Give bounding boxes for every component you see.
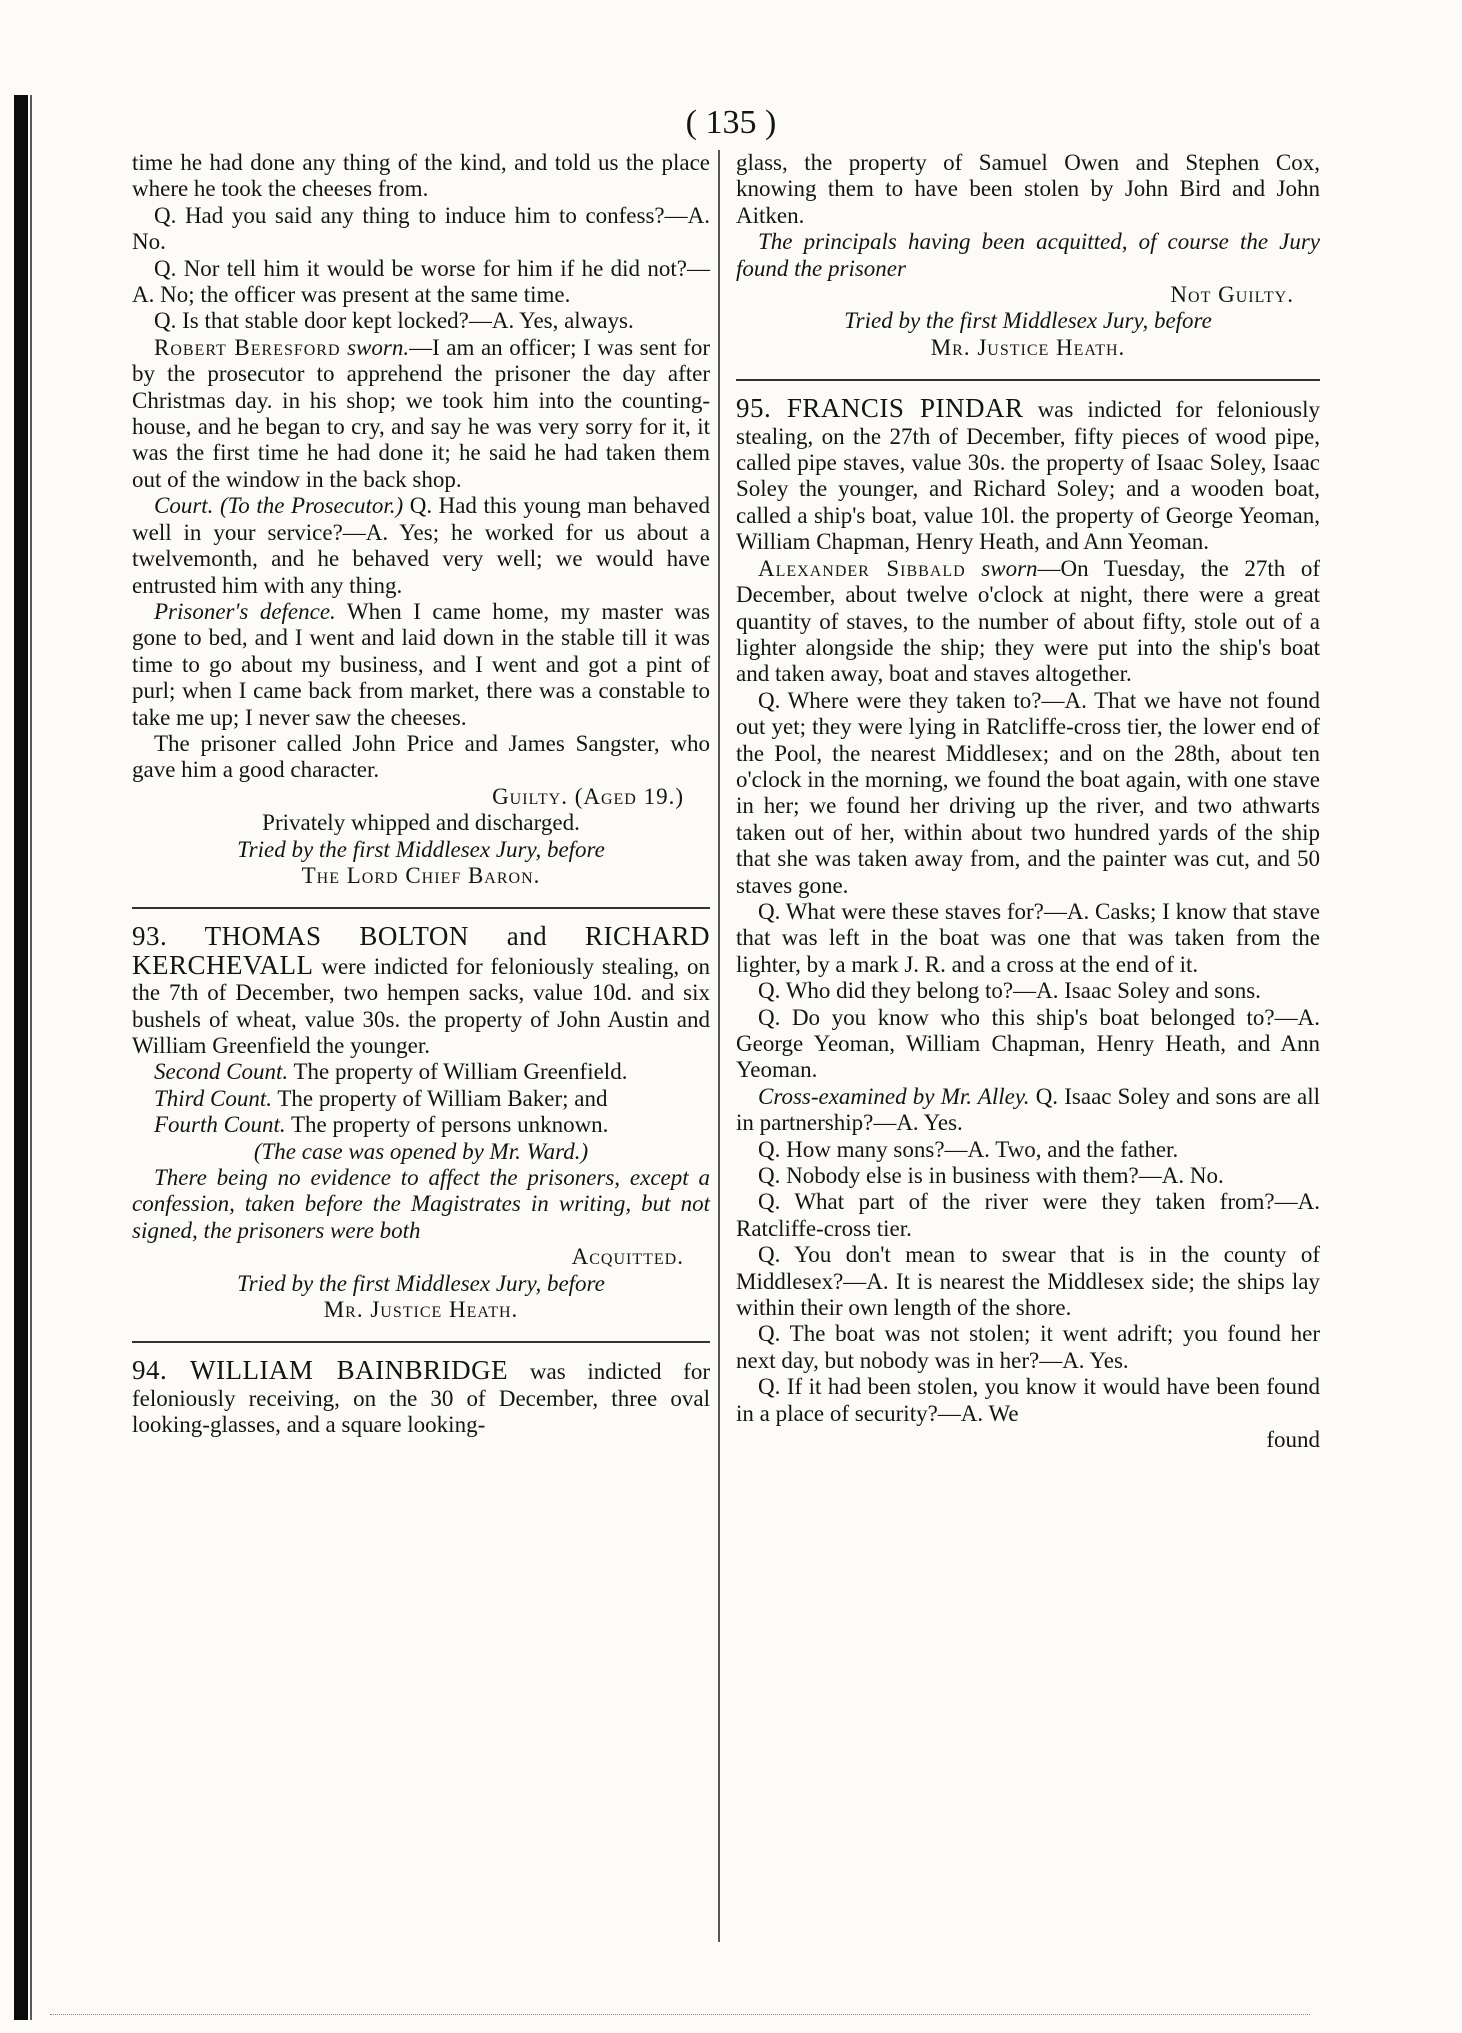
column-rule (718, 150, 720, 1942)
count-label: Third Count. (154, 1085, 273, 1111)
cross-examination (736, 1084, 1320, 1137)
witness-testimony (132, 335, 710, 493)
paragraph: Q. Do you know who this ship's boat belonged to?—A. George Yeoman, William Chapman, Henry Heath, and Ann Yeoman. (736, 1004, 1320, 1083)
judge: Mr. Justice Heath. (930, 334, 1126, 360)
tried-by: Tried by the first Middlesex Jury, before (237, 836, 605, 862)
sentence: Privately whipped and discharged. (262, 810, 580, 836)
page-number: ( 135 ) (685, 104, 777, 141)
court-label: Court. (To the Prosecutor.) (154, 493, 404, 519)
court-question (132, 493, 710, 599)
case-divider (736, 379, 1320, 381)
testimony-text: —On Tuesday, the 27th of December, about twelve o'clock at night, there were a great quantity of staves, to the number of about fifty, stole out of a lighter alongside the ship; they were put into the ship's boat and taken away, boat and staves altogether. (736, 555, 1320, 687)
paragraph: Q. The boat was not stolen; it went adrift; you found her next day, but nobody was in her?—A. Yes. (736, 1321, 1320, 1373)
paragraph: time he had done any thing of the kind, and told us the place where he took the cheeses from. (132, 150, 710, 202)
cross-label: Cross-examined by Mr. Alley. (758, 1083, 1030, 1109)
question-text: Q. Isaac Soley and sons are all in partnership?—A. Yes. (736, 1083, 1320, 1136)
count (132, 1086, 710, 1112)
judge: Mr. Justice Heath. (323, 1297, 519, 1323)
defendants: 93. THOMAS BOLTON and RICHARD KERCHEVALL (132, 921, 710, 980)
indictment-text: was indicted for feloniously receiving, on the 30 of December, three oval looking-glasses, and a square looking- (132, 1359, 710, 1438)
verdict: Guilty. (Aged 19.) (492, 783, 684, 809)
indictment-text: were indicted for feloniously stealing, on the 7th of December, two hempen sacks, value 10d. and six bushels of wheat, value 30s. the property of John Austin and William Greenfield the younger. (132, 953, 710, 1058)
count-label: Fourth Count. (154, 1112, 286, 1138)
catchword: found (1266, 1427, 1320, 1453)
defendant: 94. WILLIAM BAINBRIDGE (132, 1355, 509, 1386)
paragraph: Q. Had you said any thing to induce him to confess?—A. No. (132, 202, 710, 255)
witness-name: Alexander Sibbald (758, 555, 966, 581)
witness-testimony (736, 556, 1320, 688)
case-opened: (The case was opened by Mr. Ward.) (253, 1138, 589, 1164)
binding-shadow (30, 95, 32, 2020)
sworn-label: sworn. (347, 334, 410, 360)
paragraph: Q. How many sons?—A. Two, and the father. (758, 1136, 1179, 1162)
right-column (736, 150, 1320, 1454)
count (132, 1112, 710, 1138)
witness-name: Robert Beresford (154, 334, 341, 360)
case-divider (132, 1341, 710, 1343)
paragraph: Q. You don't mean to swear that is in the county of Middlesex?—A. It is nearest the Middlesex side; the ships lay within their own length of the shore. (736, 1242, 1320, 1321)
paragraph: Q. Nobody else is in business with them?—A. No. (758, 1163, 1224, 1189)
case-heading (132, 923, 710, 1059)
paragraph: Q. What part of the river were they taken from?—A. Ratcliffe-cross tier. (736, 1189, 1320, 1241)
paragraph: Q. Is that stable door kept locked?—A. Yes, always. (154, 308, 634, 334)
count (132, 1059, 710, 1085)
paragraph: Q. What were these staves for?—A. Casks; I know that stave that was left in the boat was one that was taken from the lighter, by a mark J. R. and a cross at the end of it. (736, 898, 1320, 977)
left-column (132, 150, 710, 1439)
question-text: Q. Had this young man behaved well in your service?—A. Yes; he worked for us about a twelvemonth, and he behaved very well; we would have entrusted him with any thing. (132, 493, 710, 598)
acquittal-note: The principals having been acquitted, of course the Jury found the prisoner (736, 229, 1320, 281)
defendant: 95. FRANCIS PINDAR (736, 393, 1024, 424)
paragraph: The prisoner called John Price and James Sangster, who gave him a good character. (132, 730, 710, 783)
prisoner-defence (132, 599, 710, 731)
count-text: The property of William Baker; and (272, 1085, 608, 1111)
judge: The Lord Chief Baron. (301, 862, 541, 888)
paragraph: Q. Nor tell him it would be worse for him if he did not?—A. No; the officer was present at the same time. (132, 255, 710, 308)
tried-by: Tried by the first Middlesex Jury, before (844, 308, 1212, 334)
count-label: Second Count. (154, 1059, 289, 1085)
paragraph: Q. Who did they belong to?—A. Isaac Soley and sons. (758, 978, 1261, 1004)
case-heading (736, 395, 1320, 555)
paragraph: glass, the property of Samuel Owen and Stephen Cox, knowing them to have been stolen by John Bird and John Aitken. (736, 150, 1320, 228)
case-divider (132, 907, 710, 909)
count-text: The property of William Greenfield. (288, 1059, 628, 1085)
indictment-text: was indicted for feloniously stealing, on the 27th of December, fifty pieces of wood pipe, called pipe staves, value 30s. the property of Isaac Soley, Isaac Soley the younger, and Richard Soley; and a wooden boat, called a ship's boat, value 10l. the property of George Yeoman, William Chapman, Henry Heath, and Ann Yeoman. (736, 397, 1320, 555)
case-heading (132, 1357, 710, 1438)
paragraph: Q. If it had been stolen, you know it would have been found in a place of security?—A. We (736, 1374, 1320, 1426)
page-bottom-edge (50, 2014, 1310, 2015)
no-evidence-note: There being no evidence to affect the prisoners, except a confession, taken before the Magistrates in writing, but not signed, the prisoners were both (132, 1165, 710, 1243)
defence-text: When I came home, my master was gone to bed, and I went and laid down in the stable till it was time to go about my business, and I went and got a pint of purl; when I came back from market, there was a constable to take me up; I never saw the cheeses. (132, 598, 711, 730)
verdict: Not Guilty. (1170, 282, 1294, 308)
verdict: Acquitted. (571, 1244, 684, 1270)
testimony-text: —I am an officer; I was sent for by the prosecutor to apprehend the prisoner the day after Christmas day. in his shop; we took him into the counting-house, and he began to cry, and say he was very sorry for it, it was the first time he had done it; he said he had taken them out of the window in the back shop. (132, 334, 711, 492)
binding-edge (14, 95, 28, 2020)
defence-label: Prisoner's defence. (154, 598, 336, 624)
sworn-label: sworn (981, 555, 1038, 581)
paragraph: Q. Where were they taken to?—A. That we have not found out yet; they were lying in Ratcliffe-cross tier, the lower end of the Pool, the nearest Middlesex; and on the 28th, about ten o'clock in the morning, we found the boat again, with one stave in her; we found her driving up the river, and two athwarts taken out of her, within about two hundred yards of the ship that she was taken away from, and the painter was cut, and 50 staves gone. (736, 687, 1320, 898)
tried-by: Tried by the first Middlesex Jury, before (237, 1270, 605, 1296)
count-text: The property of persons unknown. (285, 1112, 609, 1138)
